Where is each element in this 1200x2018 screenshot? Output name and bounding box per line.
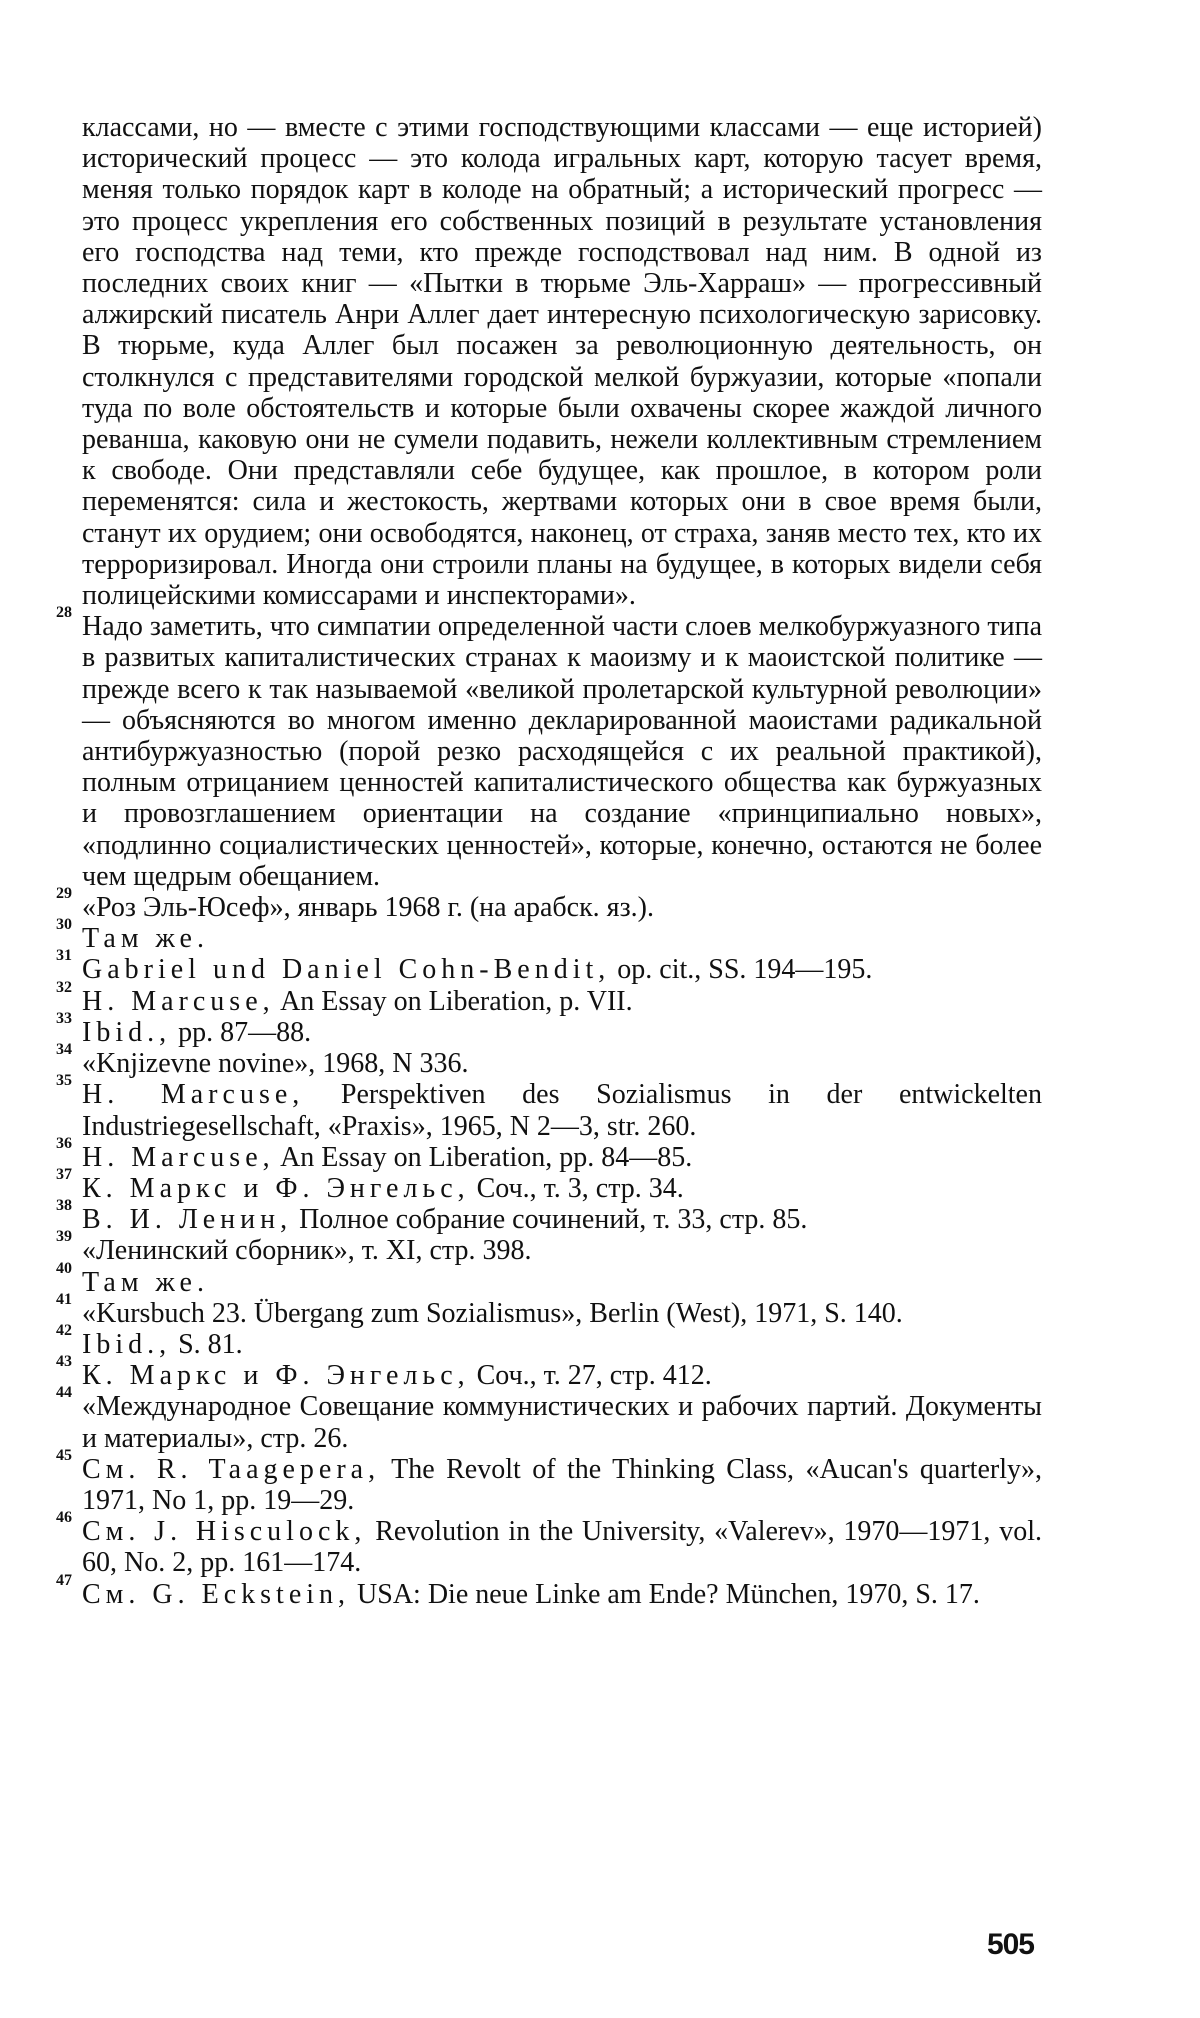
footnote-text: «Международное Совещание коммунистических и рабочих партий. Документы и материалы», стр. 26. — [82, 1391, 1042, 1454]
footnote — [56, 1384, 1042, 1454]
footnote-author: К. Маркс и Ф. Энгельс, — [82, 1360, 470, 1392]
footnote — [56, 1321, 1042, 1360]
footnote-author: Gabriel und Daniel Cohn-Bendit, — [82, 954, 611, 986]
footnote-text: pp. 87—88. — [171, 1016, 312, 1048]
footnote-number: 31 — [56, 947, 72, 965]
footnote — [56, 1009, 1042, 1048]
footnote-text: USA: Die neue Linke am Ende? München, 1970, S. 17. — [350, 1578, 980, 1610]
footnote — [56, 1259, 1042, 1298]
footnote-author: См. J. Hisculock, — [82, 1516, 367, 1548]
footnote-text: Revolution in the University, «Valerev», 1970—1971, vol. 60, No. 2, pp. 161—174. — [82, 1516, 1042, 1579]
footnote-text: op. cit., SS. 194—195. — [610, 954, 873, 986]
footnote — [56, 1228, 1042, 1267]
footnote-text: «Knjizevne novine», 1968, N 336. — [82, 1048, 469, 1080]
footnote — [56, 1072, 1042, 1142]
footnote-number: 34 — [56, 1041, 72, 1059]
footnote-author: К. Маркс и Ф. Энгельс, — [82, 1172, 470, 1204]
footnote-author: См. R. Taagepera, — [82, 1453, 381, 1485]
footnote-number: 41 — [56, 1290, 72, 1308]
continuation-paragraph: классами, но — вместе с этими господствующими классами — еще историей) исторический процесс — это колода игральных карт, которую тасует время, меняя только порядок карт в колоде на обратный; а исторический прогресс — это процесс укрепления его собственных позиций в результате установления его господства над теми, кто прежде господствовал над ним. В одной из последних своих книг — «Пытки в тюрьме Эль-Харраш» — прогрессивный алжирский писатель Анри Аллег дает интересную психологическую зарисовку. В тюрьме, куда Аллег был посажен за революционную деятельность, он столкнулся с представителями городской мелкой буржуазии, которые «попали туда по воле обстоятельств и которые были охвачены скорее жаждой личного реванша, каковую они не сумели подавить, нежели коллективным стремлением к свободе. Они представляли себе будущее, как прошлое, в котором роли переменятся: сила и жестокость, жертвами которых они в свое время были, станут их орудием; они освободятся, наконец, от страха, заняв место тех, кто их терроризировал. Иногда они строили планы на будущее, в которых видели себя полицейскими комиссарами и инспекторами». — [82, 112, 1042, 612]
footnote-number: 28 — [56, 604, 72, 622]
footnote — [56, 1197, 1042, 1236]
footnote-number: 46 — [56, 1509, 72, 1527]
footnote-text: Соч., т. 27, стр. 412. — [469, 1360, 712, 1392]
footnote-author: H. Marcuse, — [82, 1079, 305, 1111]
footnote-author: В. И. Ленин, — [82, 1204, 293, 1236]
footnote-number: 43 — [56, 1353, 72, 1371]
footnote-text: Perspektiven des Sozialismus in der entwickelten Industriegesellschaft, «Praxis», 1965, N 2—3, str. 260. — [82, 1079, 1042, 1142]
footnote-text: Надо заметить, что симпатии определенной части слоев мелкобуржуазного типа в развитых капиталистических странах к маоизму и к маоистской политике — прежде всего к так называемой «великой пролетарской культурной революции» — объясняются во многом именно декларированной маоистами радикальной антибуржуазностью (порой резко расходящейся с их реальной практикой), полным отрицанием ценностей капиталистического общества как буржуазных и провозглашением ориентации на создание «принципиально новых», «подлинно социалистических ценностей», которые, конечно, остаются не более чем щедрым обещанием. — [82, 611, 1042, 892]
footnote-author: Там же. — [82, 923, 209, 955]
footnote-number: 33 — [56, 1009, 72, 1027]
footnote-number: 42 — [56, 1321, 72, 1339]
footnote-number: 40 — [56, 1259, 72, 1277]
footnote-number: 36 — [56, 1134, 72, 1152]
footnote-author: См. G. Eckstein, — [82, 1578, 351, 1610]
footnote-text: The Revolt of the Thinking Class, «Aucan's quarterly», 1971, No 1, pp. 19—29. — [82, 1453, 1042, 1516]
footnote-author: Там же. — [82, 1266, 209, 1298]
footnote — [56, 978, 1042, 1017]
footnote-text: S. 81. — [171, 1328, 243, 1360]
footnote — [56, 947, 1042, 986]
footnote — [56, 1571, 1042, 1610]
page-number: 505 — [986, 1928, 1034, 1961]
footnote-number: 44 — [56, 1384, 72, 1402]
footnote — [56, 1134, 1042, 1173]
footnote-author: H. Marcuse, — [82, 1141, 275, 1173]
footnote-text: Соч., т. 3, стр. 34. — [469, 1172, 684, 1204]
page-body — [56, 112, 1042, 1610]
footnote-text: An Essay on Liberation, p. VII. — [274, 985, 633, 1017]
footnote-number: 37 — [56, 1165, 72, 1183]
footnote-author: Ibid., — [82, 1328, 172, 1360]
footnote — [56, 1353, 1042, 1392]
footnote-text: «Роз Эль-Юсеф», январь 1968 г. (на арабск. яз.). — [82, 892, 654, 924]
footnote — [56, 604, 1042, 892]
footnote-text: Полное собрание сочинений, т. 33, стр. 85. — [292, 1204, 808, 1236]
footnote — [56, 885, 1042, 924]
footnote-text: An Essay on Liberation, pp. 84—85. — [274, 1141, 693, 1173]
footnote-number: 45 — [56, 1446, 72, 1464]
footnote — [56, 1290, 1042, 1329]
footnote-author: H. Marcuse, — [82, 985, 275, 1017]
footnote — [56, 916, 1042, 955]
footnote — [56, 1509, 1042, 1579]
footnote-number: 39 — [56, 1228, 72, 1246]
footnote — [56, 1041, 1042, 1080]
footnote — [56, 1165, 1042, 1204]
footnote-text: «Kursbuch 23. Übergang zum Sozialismus», Berlin (West), 1971, S. 140. — [82, 1297, 903, 1329]
footnote — [56, 1446, 1042, 1516]
footnote-author: Ibid., — [82, 1016, 172, 1048]
footnote-number: 30 — [56, 916, 72, 934]
footnote-number: 32 — [56, 978, 72, 996]
footnote-number: 29 — [56, 885, 72, 903]
footnote-number: 47 — [56, 1571, 72, 1589]
footnote-number: 35 — [56, 1072, 72, 1090]
footnote-number: 38 — [56, 1197, 72, 1215]
footnote-text: «Ленинский сборник», т. XI, стр. 398. — [82, 1235, 532, 1267]
footnotes-list — [56, 604, 1042, 1610]
